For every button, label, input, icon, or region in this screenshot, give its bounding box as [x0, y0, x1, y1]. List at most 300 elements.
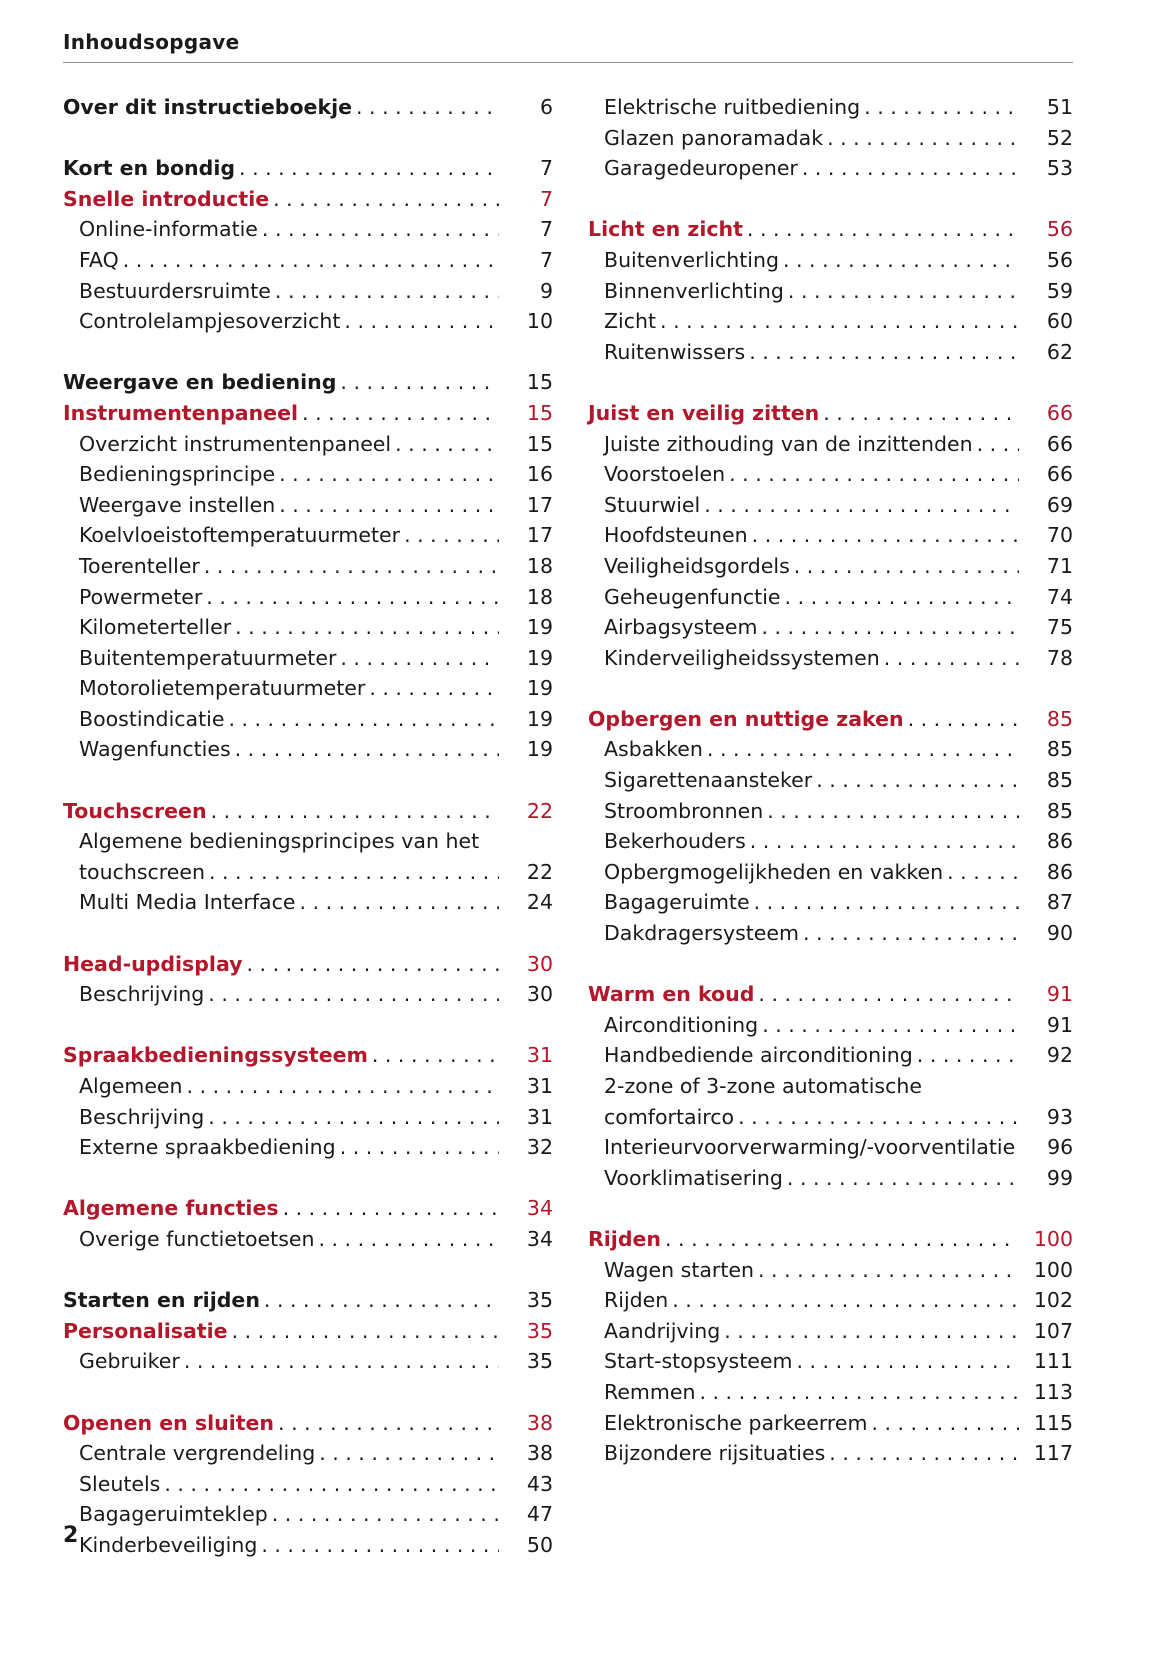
toc-entry-page: 78 — [1046, 645, 1073, 670]
toc-entry-page: 38 — [526, 1441, 553, 1466]
toc-entry-title: 2-zone of 3-zone automatische — [604, 1074, 922, 1098]
toc-entry-title: Opbergen en nuttige zaken — [588, 706, 904, 731]
toc-entry-page: 85 — [1046, 798, 1073, 823]
toc-entry-title: Kinderbeveiliging — [79, 1532, 258, 1557]
toc-leader-dots — [747, 214, 1019, 245]
toc-entry[interactable] — [63, 429, 553, 460]
toc-entry[interactable] — [63, 1346, 553, 1377]
toc-right-column — [588, 92, 1073, 1469]
toc-entry[interactable] — [588, 490, 1073, 521]
toc-entry-title: Openen en sluiten — [63, 1410, 275, 1435]
toc-entry[interactable] — [588, 1285, 1073, 1316]
toc-entry-page: 87 — [1046, 890, 1073, 915]
toc-entry[interactable] — [588, 245, 1073, 276]
toc-entry[interactable] — [588, 1377, 1073, 1408]
toc-entry-page: 19 — [526, 676, 553, 701]
toc-entry-page: 15 — [526, 370, 553, 395]
toc-leader-dots — [660, 306, 1019, 337]
toc-leader-dots — [704, 490, 1019, 521]
toc-entry-title: Juist en veilig zitten — [588, 400, 820, 425]
toc-entry[interactable] — [588, 1438, 1073, 1469]
toc-entry[interactable] — [588, 1040, 1073, 1071]
toc-entry-title: Centrale vergrendeling — [79, 1441, 316, 1466]
toc-entry-page: 31 — [526, 1043, 553, 1068]
toc-entry-page: 91 — [1046, 982, 1073, 1007]
toc-chapter[interactable] — [63, 92, 553, 123]
toc-entry[interactable] — [63, 612, 553, 643]
toc-entry[interactable] — [588, 734, 1073, 765]
toc-leader-dots — [283, 1193, 499, 1224]
toc-leader-dots — [275, 276, 499, 307]
toc-leader-dots — [977, 429, 1019, 460]
toc-entry-page: 85 — [1046, 706, 1073, 731]
toc-entry-page: 19 — [526, 737, 553, 762]
toc-entry-page: 75 — [1046, 615, 1073, 640]
toc-leader-dots — [803, 918, 1019, 949]
toc-entry-page: 93 — [1046, 1104, 1073, 1129]
toc-chapter[interactable] — [63, 949, 553, 980]
toc-chapter[interactable] — [63, 1408, 553, 1439]
toc-entry-title: Beschrijving — [79, 982, 205, 1007]
toc-entry-page: 7 — [539, 186, 553, 211]
toc-entry-page: 52 — [1046, 125, 1073, 150]
toc-entry[interactable] — [63, 673, 553, 704]
toc-entry-title: Aandrijving — [604, 1318, 721, 1343]
toc-entry-title: Algemeen — [79, 1074, 183, 1098]
toc-entry[interactable] — [63, 887, 553, 918]
toc-entry-page: 85 — [1046, 737, 1073, 762]
toc-entry[interactable] — [63, 979, 553, 1010]
toc-entry-title: Elektrische ruitbediening — [604, 95, 861, 119]
toc-leader-dots — [184, 1346, 499, 1377]
toc-leader-dots — [247, 949, 499, 980]
toc-entry-page: 34 — [526, 1196, 553, 1221]
toc-leader-dots — [404, 520, 499, 551]
toc-entry[interactable] — [588, 520, 1073, 551]
toc-leader-dots — [787, 1163, 1019, 1194]
toc-entry-page: 19 — [526, 615, 553, 640]
toc-entry-page: 107 — [1033, 1318, 1073, 1343]
toc-entry-page: 117 — [1033, 1441, 1073, 1466]
toc-entry[interactable] — [588, 918, 1073, 949]
toc-leader-dots — [340, 1132, 499, 1163]
toc-entry-page: 66 — [1046, 400, 1073, 425]
toc-entry-title: Handbediende airconditioning — [604, 1043, 913, 1068]
toc-leader-dots — [738, 1102, 1019, 1133]
toc-entry-page: 7 — [539, 247, 553, 272]
toc-entry-page: 9 — [539, 278, 553, 303]
toc-entry-title: Over dit instructieboekje — [63, 95, 353, 119]
toc-leader-dots — [783, 245, 1019, 276]
toc-entry-title: Remmen — [604, 1379, 696, 1404]
toc-entry-page: 74 — [1046, 584, 1073, 609]
toc-entry[interactable] — [588, 123, 1073, 154]
toc-entry-page: 115 — [1033, 1410, 1073, 1435]
toc-entry[interactable] — [63, 1132, 553, 1163]
toc-spacer — [63, 1163, 553, 1194]
toc-entry-title: Ruitenwissers — [604, 339, 746, 364]
toc-entry-title: Spraakbedieningssysteem — [63, 1043, 368, 1068]
toc-entry[interactable] — [63, 1102, 553, 1133]
toc-entry-page: 35 — [526, 1318, 553, 1343]
toc-entry-page: 34 — [526, 1226, 553, 1251]
toc-entry-page: 53 — [1046, 156, 1073, 181]
toc-entry[interactable] — [63, 276, 553, 307]
toc-left-column — [63, 92, 553, 1561]
toc-chapter[interactable] — [63, 1316, 553, 1347]
toc-entry-page: 17 — [526, 523, 553, 548]
toc-entry-title: Airconditioning — [604, 1012, 759, 1037]
toc-entry-title: Hoofdsteunen — [604, 523, 748, 548]
toc-entry-page: 7 — [539, 156, 553, 181]
toc-entry-page: 66 — [1046, 431, 1073, 456]
toc-entry-title: Buitentemperatuurmeter — [79, 645, 337, 670]
toc-entry-page: 59 — [1046, 278, 1073, 303]
toc-entry-title: Externe spraakbediening — [79, 1135, 336, 1160]
toc-leader-dots — [302, 398, 499, 429]
toc-entry-title: Kilometerteller — [79, 615, 232, 640]
toc-entry-title: Asbakken — [604, 737, 703, 762]
toc-spacer — [63, 123, 553, 154]
toc-entry[interactable] — [63, 1469, 553, 1500]
toc-leader-dots — [208, 979, 499, 1010]
toc-entry-title: Geheugenfunctie — [604, 584, 781, 609]
toc-entry-title: Warm en koud — [588, 982, 755, 1007]
toc-entry[interactable] — [63, 245, 553, 276]
toc-entry-page: 43 — [526, 1471, 553, 1496]
toc-entry[interactable] — [63, 1499, 553, 1530]
toc-leader-dots — [235, 612, 499, 643]
toc-entry-title: Sleutels — [79, 1471, 161, 1496]
toc-entry[interactable] — [63, 551, 553, 582]
toc-entry[interactable] — [588, 582, 1073, 613]
toc-entry-title: Sigarettenaansteker — [604, 768, 813, 793]
toc-chapter[interactable] — [63, 796, 553, 827]
toc-entry[interactable] — [63, 704, 553, 735]
toc-entry-page: 86 — [1046, 829, 1073, 854]
toc-entry-page: 102 — [1033, 1288, 1073, 1313]
toc-entry[interactable] — [588, 1316, 1073, 1347]
toc-entry-page: 35 — [526, 1349, 553, 1374]
toc-entry-title: comfortairco — [604, 1104, 735, 1129]
toc-spacer — [588, 184, 1073, 215]
toc-leader-dots — [724, 1316, 1019, 1347]
toc-entry-page: 31 — [526, 1104, 553, 1129]
toc-leader-dots — [264, 1285, 499, 1316]
toc-entry-title: FAQ — [79, 247, 119, 272]
toc-entry[interactable] — [588, 765, 1073, 796]
toc-spacer — [588, 367, 1073, 398]
toc-entry-page: 91 — [1046, 1012, 1073, 1037]
toc-leader-dots — [300, 887, 500, 918]
toc-leader-dots — [235, 734, 499, 765]
toc-entry-title: Airbagsysteem — [604, 615, 758, 640]
toc-leader-dots — [749, 337, 1019, 368]
toc-entry[interactable] — [63, 520, 553, 551]
toc-entry[interactable] — [588, 306, 1073, 337]
toc-leader-dots — [884, 643, 1019, 674]
toc-spacer — [63, 765, 553, 796]
toc-entry-page: 15 — [526, 431, 553, 456]
toc-entry-title: Bagageruimte — [604, 890, 750, 915]
toc-leader-dots — [187, 1071, 499, 1102]
toc-entry-title: Licht en zicht — [588, 217, 743, 242]
toc-leader-dots — [318, 1224, 499, 1255]
toc-entry[interactable] — [63, 214, 553, 245]
toc-leader-dots — [211, 796, 499, 827]
toc-entry-title: Starten en rijden — [63, 1288, 260, 1313]
toc-entry-page: 38 — [526, 1410, 553, 1435]
toc-chapter[interactable] — [588, 214, 1073, 245]
toc-entry-page: 100 — [1033, 1226, 1073, 1251]
toc-chapter[interactable] — [63, 398, 553, 429]
toc-entry-page: 70 — [1046, 523, 1073, 548]
toc-entry[interactable] — [63, 734, 553, 765]
toc-entry-title: Controlelampjesoverzicht — [79, 309, 341, 334]
toc-spacer — [588, 1193, 1073, 1224]
page-title: Inhoudsopgave — [63, 30, 240, 54]
toc-entry-page: 19 — [526, 706, 553, 731]
toc-leader-dots — [261, 1530, 499, 1561]
toc-entry-page: 16 — [526, 462, 553, 487]
toc-entry[interactable] — [588, 459, 1073, 490]
toc-entry[interactable] — [63, 1438, 553, 1469]
toc-entry-page: 56 — [1046, 247, 1073, 272]
toc-entry-page: 35 — [526, 1288, 553, 1313]
toc-entry[interactable] — [588, 1163, 1073, 1194]
toc-leader-dots — [816, 765, 1019, 796]
toc-entry-page: 90 — [1046, 921, 1073, 946]
toc-chapter[interactable] — [63, 1193, 553, 1224]
toc-entry-page: 99 — [1046, 1165, 1073, 1190]
toc-leader-dots — [278, 1408, 499, 1439]
toc-entry[interactable] — [63, 857, 553, 888]
toc-leader-dots — [340, 367, 499, 398]
toc-leader-dots — [864, 92, 1019, 123]
toc-spacer — [588, 949, 1073, 980]
toc-entry[interactable] — [588, 796, 1073, 827]
toc-entry[interactable] — [63, 1530, 553, 1561]
toc-entry[interactable] — [588, 337, 1073, 368]
toc-entry-title: Overzicht instrumentenpaneel — [79, 431, 392, 456]
toc-leader-dots — [279, 459, 499, 490]
header-divider — [63, 62, 1073, 63]
toc-spacer — [63, 918, 553, 949]
toc-entry[interactable] — [588, 1132, 1073, 1163]
toc-entry-page: 7 — [539, 217, 553, 242]
toc-entry[interactable] — [63, 582, 553, 613]
toc-leader-dots — [758, 979, 1019, 1010]
toc-entry-page: 69 — [1046, 492, 1073, 517]
toc-entry-page: 62 — [1046, 339, 1073, 364]
toc-entry-page: 18 — [526, 553, 553, 578]
toc-entry[interactable] — [588, 429, 1073, 460]
toc-entry-title: Overige functietoetsen — [79, 1226, 315, 1251]
toc-entry-page: 60 — [1046, 309, 1073, 334]
toc-entry-title: Voorstoelen — [604, 462, 726, 487]
toc-leader-dots — [750, 826, 1019, 857]
toc-leader-dots — [823, 398, 1019, 429]
toc-chapter[interactable] — [588, 979, 1073, 1010]
toc-leader-dots — [206, 582, 499, 613]
toc-entry-title: Garagedeuropener — [604, 156, 798, 181]
toc-entry[interactable] — [588, 1071, 1073, 1102]
toc-leader-dots — [752, 520, 1019, 551]
toc-entry[interactable] — [588, 1010, 1073, 1041]
toc-entry-title: Bestuurdersruimte — [79, 278, 271, 303]
toc-entry-title: Voorklimatisering — [604, 1165, 783, 1190]
toc-leader-dots — [761, 612, 1019, 643]
toc-entry[interactable] — [588, 643, 1073, 674]
toc-entry-title: Bijzondere rijsituaties — [604, 1441, 826, 1466]
toc-entry[interactable] — [588, 1346, 1073, 1377]
toc-entry-title: Glazen panoramadak — [604, 125, 824, 150]
toc-entry-page: 32 — [526, 1135, 553, 1160]
toc-entry[interactable] — [588, 612, 1073, 643]
toc-entry-title: Interieurvoorverwarming/-voorventilatie — [604, 1135, 1016, 1160]
toc-entry[interactable] — [63, 490, 553, 521]
toc-leader-dots — [319, 1438, 499, 1469]
toc-leader-dots — [228, 704, 499, 735]
toc-entry-page: 111 — [1033, 1349, 1073, 1374]
toc-entry-page: 50 — [526, 1532, 553, 1557]
toc-leader-dots — [356, 92, 499, 123]
toc-chapter[interactable] — [63, 153, 553, 184]
toc-entry[interactable] — [63, 826, 553, 857]
toc-entry[interactable] — [588, 551, 1073, 582]
toc-entry[interactable] — [63, 643, 553, 674]
toc-leader-dots — [372, 1040, 499, 1071]
toc-spacer — [63, 337, 553, 368]
toc-entry[interactable] — [588, 1408, 1073, 1439]
toc-leader-dots — [788, 276, 1019, 307]
toc-entry[interactable] — [63, 459, 553, 490]
toc-entry-page: 96 — [1047, 1135, 1074, 1160]
page-header — [63, 30, 1073, 54]
toc-leader-dots — [279, 490, 499, 521]
toc-leader-dots — [672, 1285, 1019, 1316]
toc-entry[interactable] — [588, 857, 1073, 888]
toc-leader-dots — [871, 1408, 1019, 1439]
toc-entry-title: Zicht — [604, 309, 657, 334]
toc-entry-title: Wagenfuncties — [79, 737, 231, 762]
toc-entry-title: Stroombronnen — [604, 798, 764, 823]
toc-leader-dots — [729, 459, 1019, 490]
toc-entry-page: 100 — [1033, 1257, 1073, 1282]
toc-leader-dots — [395, 429, 499, 460]
toc-entry-title: Elektronische parkeerrem — [604, 1410, 868, 1435]
toc-entry-title: Stuurwiel — [604, 492, 701, 517]
toc-entry-page: 47 — [526, 1502, 553, 1527]
toc-leader-dots — [908, 704, 1019, 735]
toc-entry-page: 30 — [526, 982, 553, 1007]
toc-entry-page: 19 — [526, 645, 553, 670]
toc-entry-title: Snelle introductie — [63, 186, 270, 211]
toc-leader-dots — [827, 123, 1019, 154]
toc-leader-dots — [665, 1224, 1019, 1255]
page-number: 2 — [63, 1523, 79, 1548]
toc-entry[interactable] — [588, 887, 1073, 918]
toc-entry-page: 113 — [1033, 1379, 1073, 1404]
toc-entry-title: Motorolietemperatuurmeter — [79, 676, 366, 701]
toc-entry-page: 86 — [1046, 859, 1073, 884]
toc-leader-dots — [232, 1316, 499, 1347]
toc-entry-page: 6 — [539, 95, 553, 119]
toc-entry[interactable] — [588, 1102, 1073, 1133]
toc-entry-title: Instrumentenpaneel — [63, 400, 299, 425]
toc-leader-dots — [707, 734, 1019, 765]
toc-entry-title: Touchscreen — [63, 798, 207, 823]
toc-leader-dots — [208, 1102, 499, 1133]
toc-leader-dots — [796, 1346, 1019, 1377]
toc-entry-title: Wagen starten — [604, 1257, 755, 1282]
toc-entry[interactable] — [63, 1224, 553, 1255]
toc-entry-title: Kort en bondig — [63, 156, 236, 181]
toc-chapter[interactable] — [63, 184, 553, 215]
toc-entry-page: 24 — [526, 890, 553, 915]
toc-leader-dots — [917, 1040, 1019, 1071]
toc-entry[interactable] — [588, 1255, 1073, 1286]
toc-entry-page: 15 — [526, 400, 553, 425]
toc-entry[interactable] — [63, 306, 553, 337]
toc-entry-page: 10 — [526, 309, 553, 334]
toc-entry-title: Weergave instellen — [79, 492, 276, 517]
toc-entry-title: Weergave en bediening — [63, 370, 337, 395]
toc-entry-title: Bagageruimteklep — [79, 1502, 268, 1527]
toc-entry[interactable] — [588, 826, 1073, 857]
toc-chapter[interactable] — [63, 1040, 553, 1071]
toc-entry-page: 66 — [1046, 462, 1073, 487]
toc-entry-title: Powermeter — [79, 584, 203, 609]
toc-entry-title: Head-updisplay — [63, 951, 243, 976]
toc-entry-page: 22 — [526, 859, 553, 884]
toc-entry-title: Rijden — [588, 1226, 662, 1251]
toc-leader-dots — [802, 153, 1019, 184]
toc-leader-dots — [272, 1499, 499, 1530]
toc-entry[interactable] — [588, 153, 1073, 184]
toc-chapter[interactable] — [588, 704, 1073, 735]
toc-spacer — [63, 1010, 553, 1041]
toc-chapter[interactable] — [588, 1224, 1073, 1255]
toc-entry-title: Start-stopsysteem — [604, 1349, 793, 1374]
toc-leader-dots — [762, 1010, 1019, 1041]
toc-leader-dots — [785, 582, 1019, 613]
toc-entry[interactable] — [63, 1071, 553, 1102]
toc-entry[interactable] — [588, 92, 1073, 123]
toc-leader-dots — [123, 245, 499, 276]
toc-chapter[interactable] — [63, 367, 553, 398]
toc-entry-page: 30 — [526, 951, 553, 976]
toc-spacer — [63, 1377, 553, 1408]
toc-chapter[interactable] — [588, 398, 1073, 429]
toc-leader-dots — [794, 551, 1019, 582]
toc-entry-title: Binnenverlichting — [604, 278, 784, 303]
toc-entry-title: Bekerhouders — [604, 829, 746, 854]
toc-entry-title: Dakdragersysteem — [604, 921, 800, 946]
toc-leader-dots — [262, 214, 499, 245]
toc-entry-page: 71 — [1046, 553, 1073, 578]
toc-leader-dots — [204, 551, 499, 582]
toc-leader-dots — [164, 1469, 499, 1500]
toc-entry[interactable] — [588, 276, 1073, 307]
toc-entry-page: 22 — [526, 798, 553, 823]
toc-entry-title: Online-informatie — [79, 217, 258, 242]
toc-entry-title: Veiligheidsgordels — [604, 553, 790, 578]
toc-entry-title: Toerenteller — [79, 553, 200, 578]
toc-chapter[interactable] — [63, 1285, 553, 1316]
toc-leader-dots — [369, 673, 499, 704]
toc-entry-page: 51 — [1046, 95, 1073, 119]
